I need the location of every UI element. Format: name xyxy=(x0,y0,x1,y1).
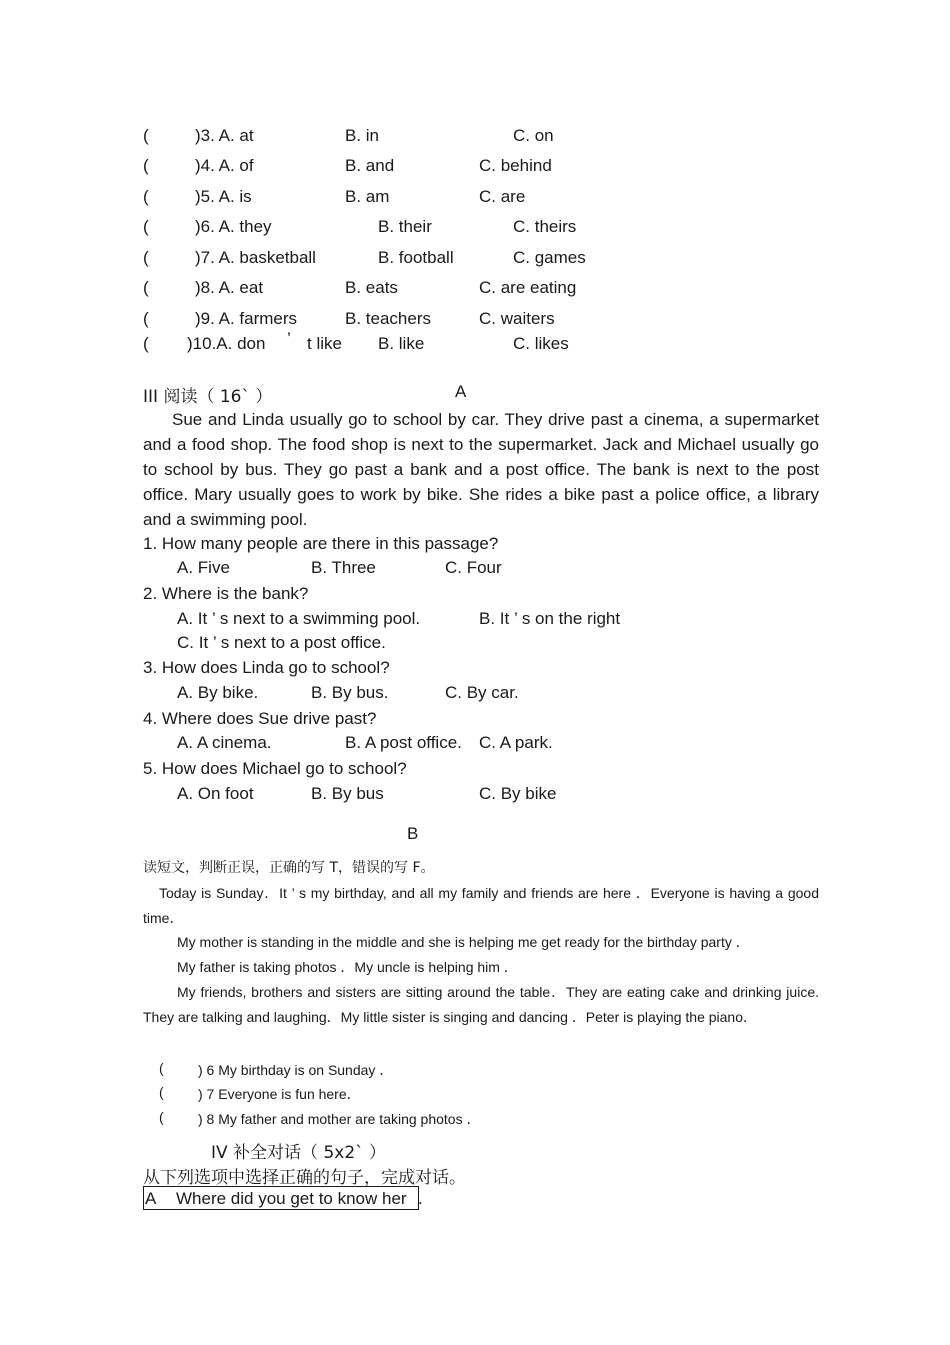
tf-paren: ( xyxy=(159,1084,164,1100)
question-2-option-a: A. It ’ s next to a swimming pool. xyxy=(177,609,421,628)
question-3-option-a: A. By bike. xyxy=(177,683,259,702)
question-4-option-a: A. A cinema. xyxy=(177,733,272,752)
cloze-paren: ( xyxy=(143,217,149,236)
passage-b-instruction: 读短文，判断正误，正确的写 T，错误的写 F。 xyxy=(143,860,435,876)
cloze-option-a: )10.A. don xyxy=(187,334,266,353)
tf-paren: ( xyxy=(159,1109,164,1125)
question-1-option-b: B. Three xyxy=(311,558,376,577)
cloze-option-c: C. on xyxy=(513,126,554,145)
question-3-option-c: C. By car. xyxy=(445,683,519,702)
question-3: 3. How does Linda go to school? xyxy=(143,658,390,677)
cloze-option-c: C. are xyxy=(479,187,526,206)
question-5-option-b: B. By bus xyxy=(311,784,384,803)
question-5-option-c: C. By bike xyxy=(479,784,557,803)
section-4-instruction: 从下列选项中选择正确的句子，完成对话。 xyxy=(143,1168,466,1188)
question-5: 5. How does Michael go to school? xyxy=(143,759,407,778)
cloze-option-c: C. theirs xyxy=(513,217,577,236)
cloze-paren: ( xyxy=(143,278,149,297)
cloze-paren: ( xyxy=(143,334,149,353)
cloze-paren: ( xyxy=(143,248,149,267)
passage-a: Sue and Linda usually go to school by car. They drive past a cinema, a supermarket and a food shop. The food shop is next to the supermarket. Jack and Michael usually go to school by bus. They go past a bank and a post office. The bank is next to the post office. Mary usually goes to work by bike. She rides a bike past a police office, a library and a swimming pool. xyxy=(143,410,819,529)
cloze-option-b: B. in xyxy=(345,126,380,145)
question-1-option-a: A. Five xyxy=(177,558,230,577)
cloze-option-a: )7. A. basketball xyxy=(195,248,316,267)
question-2-option-b: B. It ’ s on the right xyxy=(479,609,621,628)
cloze-paren: ( xyxy=(143,156,149,175)
cloze-option-b: B. their xyxy=(378,217,432,236)
cloze-option-b: B. am xyxy=(345,187,390,206)
cloze-option-c: C. games xyxy=(513,248,586,267)
question-1-option-c: C. Four xyxy=(445,558,502,577)
dialogue-option-text: Where did you get to know her xyxy=(176,1189,407,1208)
tf-statement: ) 6 My birthday is on Sunday ． xyxy=(198,1062,394,1078)
cloze-option-a: )5. A. is xyxy=(195,187,252,206)
section-4-heading: IV 补全对话（ 5x2` ） xyxy=(211,1143,387,1163)
cloze-option-a: )9. A. farmers xyxy=(195,309,298,328)
passage-a-letter: A xyxy=(455,382,467,401)
question-3-option-b: B. By bus. xyxy=(311,683,389,702)
cloze-option-b: B. and xyxy=(345,156,395,175)
passage-b-paragraph: My mother is standing in the middle and she is helping me get ready for the birthday party ． xyxy=(177,934,750,950)
cloze-option-c: C. are eating xyxy=(479,278,577,297)
cloze-option-b: B. teachers xyxy=(345,309,431,328)
question-1: 1. How many people are there in this passage? xyxy=(143,534,499,553)
cloze-option-a: )3. A. at xyxy=(195,126,254,145)
passage-b-paragraph: My friends, brothers and sisters are sitting around the table．They are eating cake and drinking juice. They are talking and laughing．My little sister is singing and dancing ．Peter is playing the piano． xyxy=(143,984,819,1025)
question-2: 2. Where is the bank? xyxy=(143,584,309,603)
passage-b-paragraph: Today is Sunday．It ’ s my birthday, and all my family and friends are here ．Everyone is having a good time． xyxy=(143,885,819,926)
question-5-option-a: A. On foot xyxy=(177,784,254,803)
question-2-option-c: C. It ’ s next to a post office. xyxy=(177,633,386,652)
cloze-option-b: B. football xyxy=(378,248,454,267)
tf-paren: ( xyxy=(159,1060,164,1076)
dialogue-option-letter: A xyxy=(145,1189,157,1208)
cloze-option-a: )6. A. they xyxy=(195,217,272,236)
question-4-option-b: B. A post office. xyxy=(345,733,462,752)
passage-b-letter: B xyxy=(407,824,419,843)
tf-statement: ) 8 My father and mother are taking photos ． xyxy=(198,1111,481,1127)
cloze-option-c: C. behind xyxy=(479,156,552,175)
cloze-option-a: )4. A. of xyxy=(195,156,254,175)
passage-b-paragraph: My father is taking photos ．My uncle is helping him ． xyxy=(177,959,518,975)
question-4-option-c: C. A park. xyxy=(479,733,553,752)
tf-statement: ) 7 Everyone is fun here． xyxy=(198,1086,361,1102)
cloze-paren: ( xyxy=(143,309,149,328)
cloze-option-b: B. eats xyxy=(345,278,398,297)
cloze-row: ( xyxy=(143,126,149,145)
dialogue-option-period: . xyxy=(418,1189,423,1208)
section-3-heading: III 阅读（ 16` ） xyxy=(143,387,273,407)
cloze-option-a: )8. A. eat xyxy=(195,278,264,297)
apostrophe: ’ xyxy=(287,329,291,348)
cloze-option-c: C. likes xyxy=(513,334,569,353)
cloze-option-c: C. waiters xyxy=(479,309,555,328)
question-4: 4. Where does Sue drive past? xyxy=(143,709,377,728)
cloze-option-a-tail: t like xyxy=(307,334,342,353)
cloze-option-b: B. like xyxy=(378,334,425,353)
cloze-paren: ( xyxy=(143,187,149,206)
